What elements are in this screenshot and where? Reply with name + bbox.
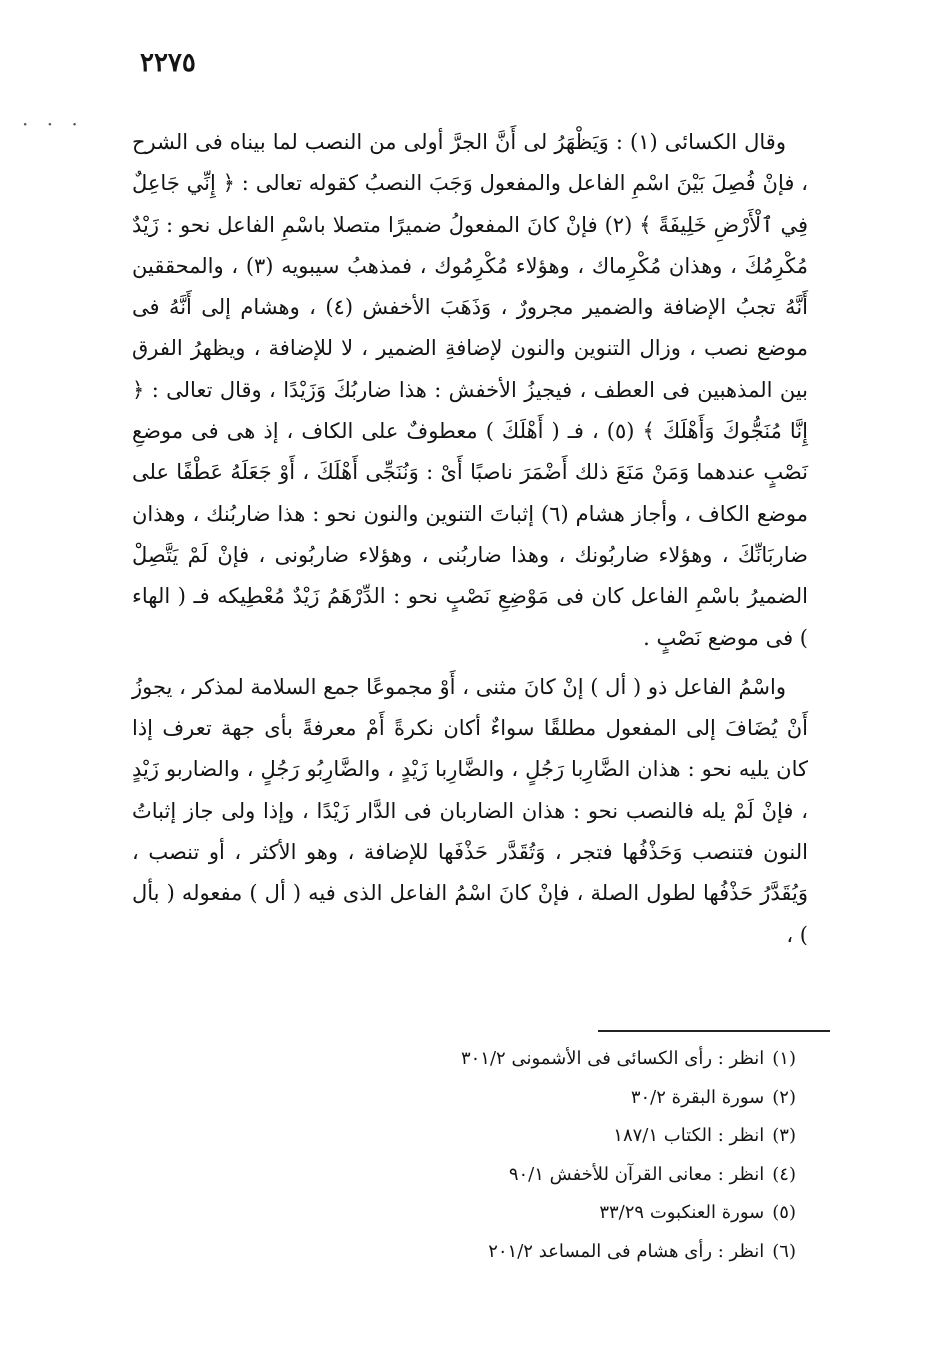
footnote-item	[380, 1040, 796, 1079]
footnotes-list	[380, 1040, 796, 1272]
footnote-text: انظر : رأى هشام فى المساعد ٢٠١/٢	[488, 1240, 765, 1262]
footnote-text: انظر : الكتاب ١٨٧/١	[613, 1125, 765, 1147]
body-text	[132, 122, 808, 956]
footnote-number: (١)	[772, 1048, 796, 1069]
footnote-text: سورة العنكبوت ٣٣/٢٩	[599, 1202, 765, 1224]
paragraph-1: وقال الكسائى (١) : وَيَظْهَرُ لى أَنَّ الجرَّ أولى من النصب لما بيناه فى الشرح ، فإنْ فُصِلَ بَيْنَ اسْمِ الفاعل والمفعول وَجَبَ النصبُ كقوله تعالى : ﴿ إِنِّي جَاعِلٌ فِي ٱلْأَرْضِ خَلِيفَةً ﴾ (٢) فإنْ كانَ المفعولُ ضميرًا متصلا باسْمِ الفاعل نحو : زَيْدٌ مُكْرِمُكَ ، وهذان مُكْرِماك ، وهؤلاء مُكْرِمُوك ، فمذهبُ سيبويه (٣) ، والمحققين أَنَّهُ تجبُ الإضافة والضمير مجرورٌ ، وَذَهَبَ الأخفش (٤) ، وهشام إلى أَنَّهُ فى موضع نصب ، وزال التنوين والنون لإضافةِ الضمير ، لا للإضافة ، ويظهرُ الفرق بين المذهبين فى العطف ، فيجيزُ الأخفش : هذا ضاربُكَ وَزَيْدًا ، وقال تعالى : ﴿ إِنَّا مُنَجُّوكَ وَأَهْلَكَ ﴾ (٥) ، فـ ( أَهْلَكَ ) معطوفٌ على الكاف ، إذ هى فى موضعِ نَصْبٍ عندهما وَمَنْ مَنَعَ ذلك أَضْمَرَ ناصبًا أَىْ : وَنُنَجِّى أَهْلَكَ ، أَوْ جَعَلَهُ عَطْفًا على موضع الكاف ، وأجاز هشام (٦) إثباتَ التنوين والنون نحو : هذا ضاربُنك ، وهذان ضاربَانِّكَ ، وهؤلاء ضاربُونك ، وهذا ضاربُنى ، وهؤلاء ضاربُونى ، فإنْ لَمْ يَتَّصِلْ الضميرُ باسْمِ الفاعل كان فى مَوْضِعِ نَصْبٍ نحو : الدِّرْهَمُ زَيْدٌ مُعْطِيكه فـ ( الهاء ) فى موضع نَصْبٍ .	[132, 130, 809, 650]
footnote-item	[380, 1194, 796, 1233]
footnote-number: (٣)	[772, 1125, 796, 1147]
footnote-item	[380, 1079, 796, 1118]
footnote-text: انظر : معانى القرآن للأخفش ٩٠/١	[508, 1163, 765, 1185]
paragraph-2: واسْمُ الفاعل ذو ( أل ) إنْ كانَ مثنى ، أَوْ مجموعًا جمع السلامة لمذكر ، يجوزُ أَنْ يُضَافَ إلى المفعول مطلقًا سواءٌ أكان نكرةً أَمْ معرفةً بأى جهة تعرف إذا كان يليه نحو : هذان الضَّارِبا رَجُلٍ ، والضَّارِبا زَيْدٍ ، والضَّارِبُو رَجُلٍ ، والضاربو زَيْدٍ ، فإنْ لَمْ يله فالنصب نحو : هذان الضاربان فى الدَّار زَيْدًا ، وإذا ولى جاز إثباتُ النون فتنصب وَحَذْفُها فتجر ، وَتُقَدَّر حَذْفَها للإضافة ، وهو الأكثر ، أو تنصب ، وَيُقَدَّرُ حَذْفُها لطول الصلة ، فإنْ كانَ اسْمُ الفاعل الذى فيه ( أل ) مفعوله ( بأل ) ،	[132, 674, 808, 947]
footnote-number: (٢)	[772, 1086, 796, 1108]
footnote-divider	[598, 1030, 830, 1032]
footnote-number: (٥)	[772, 1202, 796, 1224]
footnote-number: (٦)	[772, 1240, 796, 1262]
footnote-item	[380, 1117, 796, 1156]
margin-marks: · · ·	[22, 112, 84, 136]
footnote-text: انظر : رأى الكسائى فى الأشمونى ٣٠١/٢	[460, 1048, 765, 1069]
footnote-text: سورة البقرة ٣٠/٢	[630, 1086, 765, 1108]
footnote-number: (٤)	[772, 1163, 796, 1185]
page-number: ٢٢٧٥	[140, 48, 196, 78]
footnote-item	[380, 1233, 796, 1272]
footnote-item	[380, 1156, 796, 1195]
